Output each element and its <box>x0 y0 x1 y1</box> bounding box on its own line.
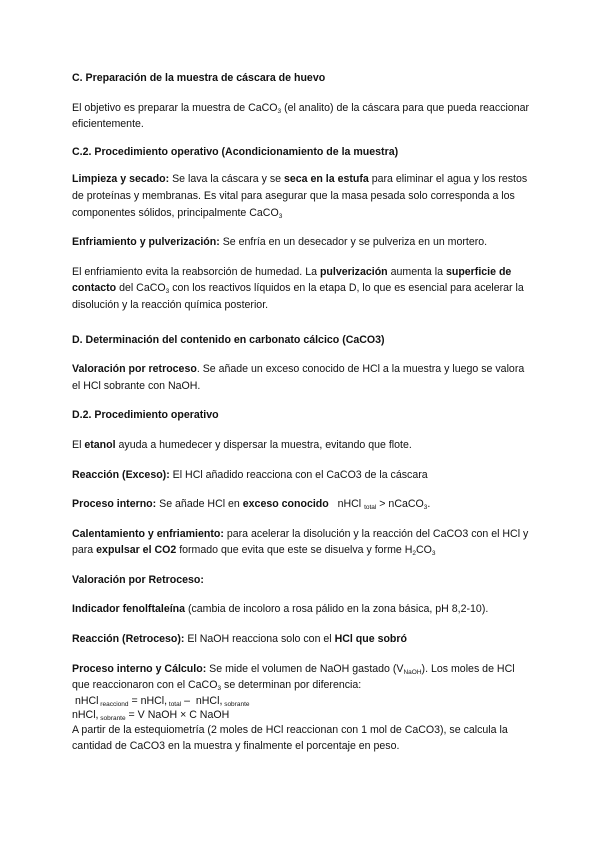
section-c-heading: C. Preparación de la muestra de cáscara de huevo <box>72 72 326 84</box>
valoracion-paragraph: Valoración por retroceso. Se añade un exceso conocido de HCl a la muestra y luego se valora el HCl sobrante con NaOH. <box>72 363 525 392</box>
indicador-paragraph: Indicador fenolftaleína (cambia de incoloro a rosa pálido en la zona básica, pH 8,2-10). <box>72 603 489 616</box>
etanol-paragraph: El etanol ayuda a humedecer y dispersar la muestra, evitando que flote. <box>72 438 412 451</box>
enfriamiento-paragraph: Enfriamiento y pulverización: Se enfría en un desecador y se pulveriza en un mortero. <box>72 236 488 249</box>
limpieza-paragraph: Limpieza y secado: Se lava la cáscara y se seca en la estufa para eliminar el agua y los restos de proteínas y membranas. Es vital para asegurar que la masa pesada solo corresponda a los componentes sólidos, principalmente CaCO$_3$ <box>72 173 528 220</box>
document-page <box>72 70 532 755</box>
reaccion-retroceso-paragraph: Reacción (Retroceso): El NaOH reacciona solo con el HCl que sobró <box>72 633 408 646</box>
proceso-interno-paragraph: Proceso interno: Se añade HCl en exceso conocido nHCl $_{total}$ > nCaCO$_3$. <box>72 498 431 512</box>
valoracion-retroceso-heading: Valoración por Retroceso: <box>72 573 204 586</box>
calentamiento-paragraph: Calentamiento y enfriamiento: para acelerar la disolución y la reacción del CaCO3 con el HCl y para expulsar el CO2 formado que evita que este se disuelva y forme $H_2CO_3$ <box>72 527 529 558</box>
estequiometria-paragraph: A partir de la estequiometría (2 moles de HCl reaccionan con 1 mol de CaCO3), se calcula la cantidad de CaCO3 en la muestra y finalmente el porcentaje en peso. <box>72 723 508 753</box>
reaccion-exceso-paragraph: Reacción (Exceso): El HCl añadido reacciona con el CaCO3 de la cáscara <box>72 468 428 481</box>
equation-hcl-sobrante: nHCl, $_{sobrante}$ = V NaOH × C NaOH <box>72 708 230 722</box>
section-c-objective: El objetivo es preparar la muestra de CaCO$_3$ (el analito) de la cáscara para que pueda reaccionar eficientemente. <box>72 101 530 131</box>
equation-hcl-reaccionado: nHCl $_{reacciond}$ = nHCl, $_{total}$ – nHCl, $_{sobrante}$ <box>72 694 250 708</box>
calculo-paragraph: Proceso interno y Cálculo: Se mide el volumen de NaOH gastado $(V_{NaOH})$. Los moles de HCl que reaccionaron con el CaCO$_3$ se determinan por diferencia: <box>72 662 515 693</box>
section-d-heading: D. Determinación del contenido en carbonato cálcico (CaCO3) <box>72 333 385 346</box>
pulverizacion-paragraph: El enfriamiento evita la reabsorción de humedad. La pulverización aumenta la superficie de contacto del CaCO$_3$ con los reactivos líquidos en la etapa D, lo que es esencial para acelerar la disolución y la reacción química posterior. <box>72 265 524 311</box>
section-c2-heading: C.2. Procedimiento operativo (Acondicionamiento de la muestra) <box>72 145 399 158</box>
section-d2-heading: D.2. Procedimiento operativo <box>72 409 219 422</box>
